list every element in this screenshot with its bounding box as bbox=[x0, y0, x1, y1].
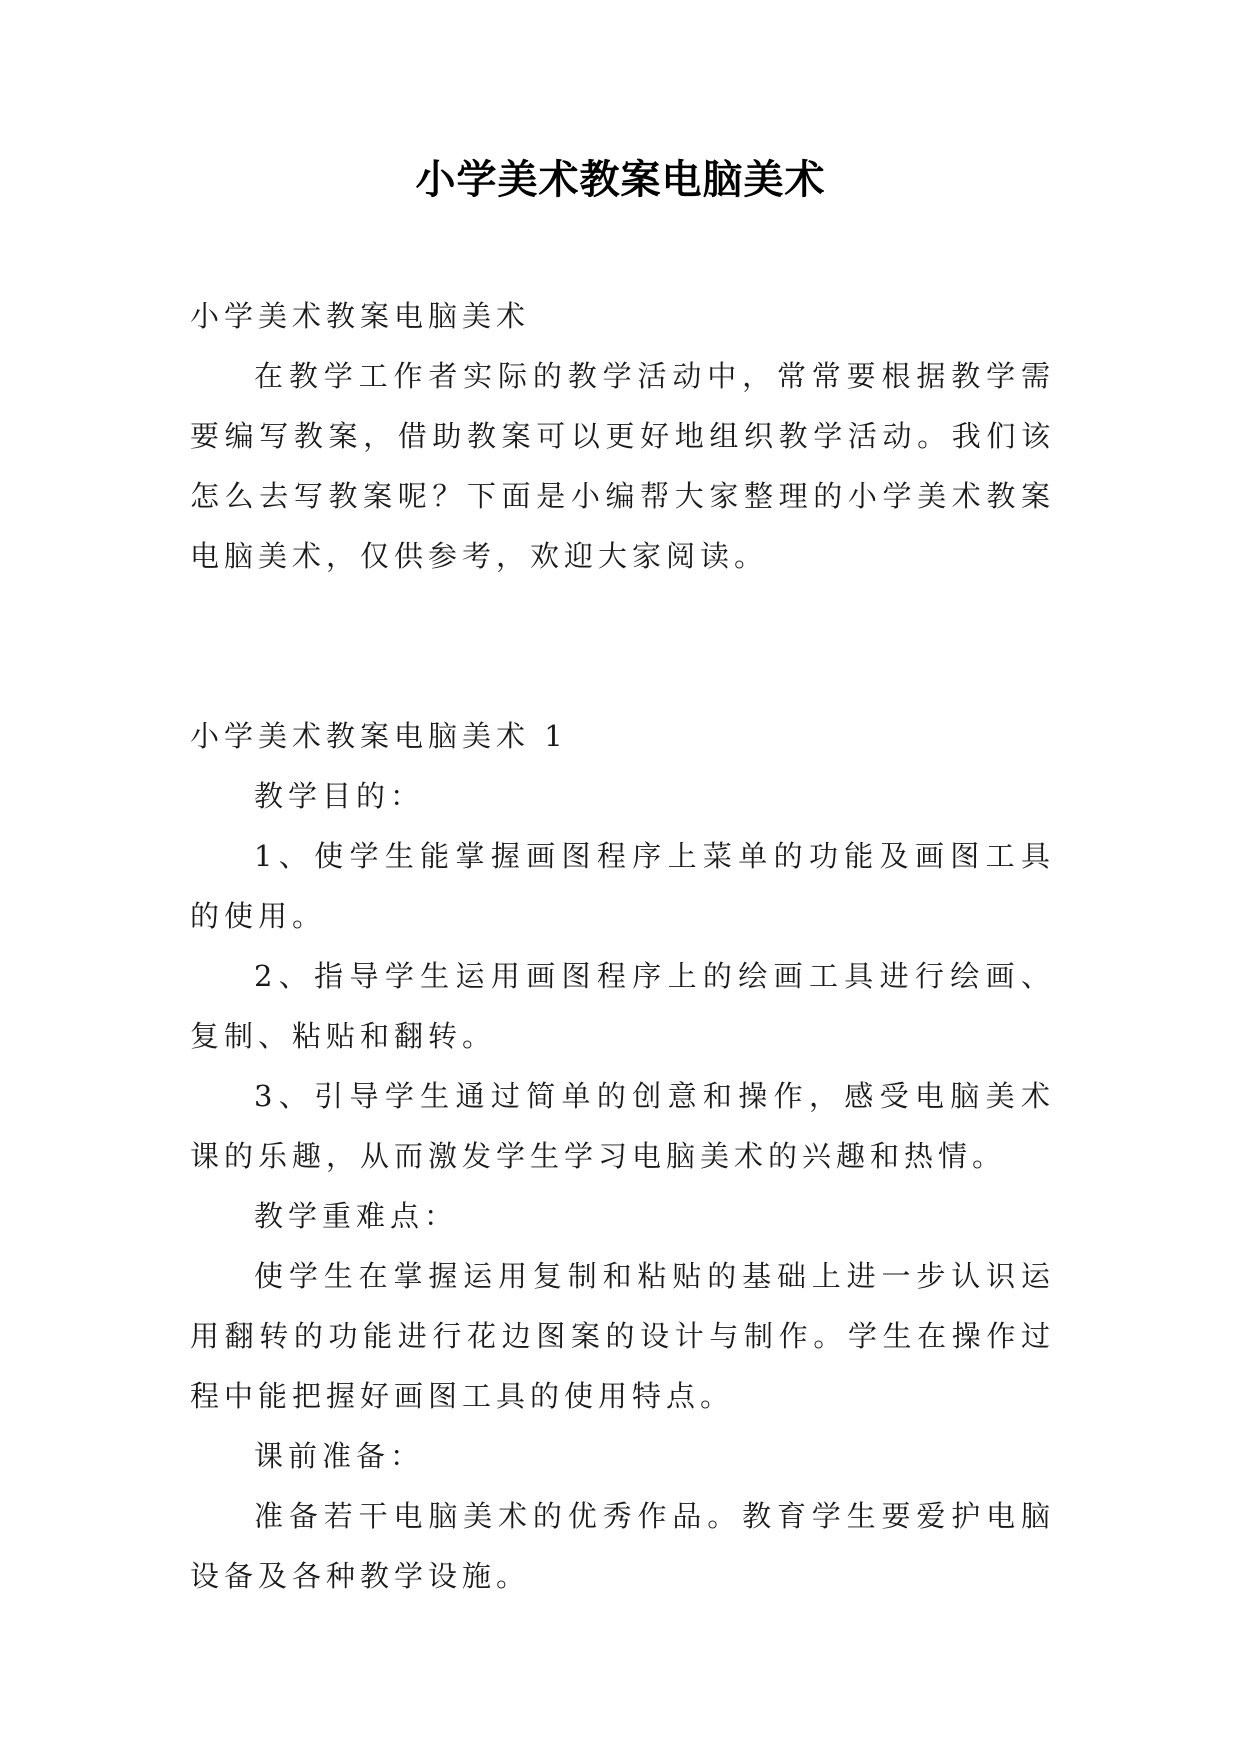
goals-label: 教学目的： bbox=[254, 779, 425, 813]
goal-item-2: 2、指导学生运用画图程序上的绘画工具进行绘画、复制、粘贴和翻转。 bbox=[190, 959, 1055, 1053]
subtitle: 小学美术教案电脑美术 bbox=[190, 299, 531, 333]
preparation-label: 课前准备： bbox=[254, 1439, 425, 1473]
document-title: 小学美术教案电脑美术 bbox=[415, 156, 826, 203]
section-heading: 小学美术教案电脑美术 1 bbox=[190, 719, 568, 753]
document-body bbox=[190, 286, 1055, 1606]
intro-paragraph: 在教学工作者实际的教学活动中，常常要根据教学需要编写教案，借助教案可以更好地组织教学活动。我们该怎么去写教案呢？下面是小编帮大家整理的小学美术教案电脑美术，仅供参考，欢迎大家阅读。 bbox=[190, 359, 1055, 573]
section-spacer bbox=[190, 586, 1055, 706]
key-points-label: 教学重难点： bbox=[254, 1199, 459, 1233]
preparation-text: 准备若干电脑美术的优秀作品。教育学生要爱护电脑设备及各种教学设施。 bbox=[190, 1499, 1055, 1593]
goal-item-1: 1、使学生能掌握画图程序上菜单的功能及画图工具的使用。 bbox=[190, 839, 1055, 933]
goal-item-3: 3、引导学生通过简单的创意和操作，感受电脑美术课的乐趣，从而激发学生学习电脑美术的兴趣和热情。 bbox=[190, 1079, 1055, 1173]
key-points-text: 使学生在掌握运用复制和粘贴的基础上进一步认识运用翻转的功能进行花边图案的设计与制作。学生在操作过程中能把握好画图工具的使用特点。 bbox=[190, 1259, 1055, 1413]
